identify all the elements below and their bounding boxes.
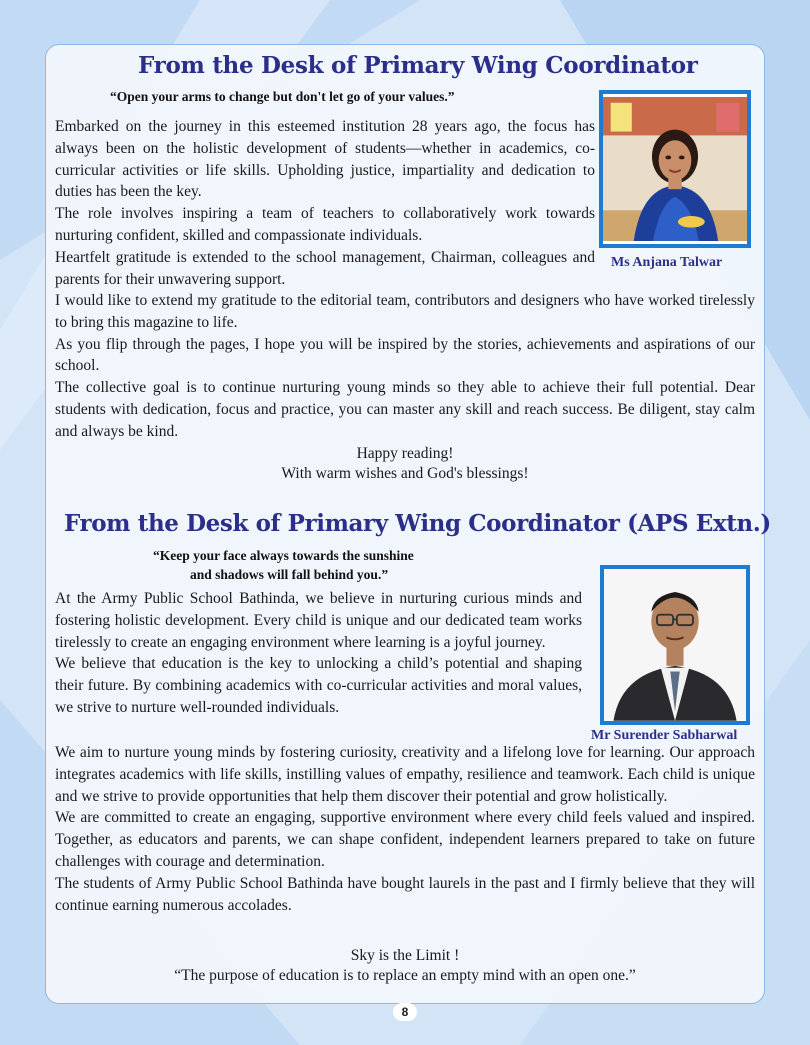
section2-closing-1: Sky is the Limit ! xyxy=(350,947,460,964)
paragraph: We aim to nurture young minds by fostering curiosity, creativity and a lifelong love for learning. Our approach integrates academics with life skills, instilling values of empathy, resilience and teamwork. Each child is unique and we strive to provide opportunities that help them discover their potential and grow holistically. xyxy=(55,744,755,805)
section1-caption: Ms Anjana Talwar xyxy=(611,255,723,270)
paragraph: We believe that education is the key to unlocking a child’s potential and shaping their future. By combining academics with co-curricular activities and moral values, we strive to nurture well-rounded individuals. xyxy=(55,655,582,716)
paragraph: Heartfelt gratitude is extended to the school management, Chairman, colleagues and parents for their unwavering support. xyxy=(55,248,595,288)
section2-text-narrow xyxy=(55,588,582,719)
paragraph: We are committed to create an engaging, supportive environment where every child feels valued and inspired. Together, as educators and parents, we can shape confident, independent learners prepared to take on future challenges with courage and determination. xyxy=(55,809,755,870)
section1-title: From the Desk of Primary Wing Coordinator xyxy=(138,52,698,79)
section2-quote-line-2: and shadows will fall behind you.” xyxy=(190,567,389,582)
portrait-man-icon xyxy=(604,569,746,721)
coordinator-photo-1 xyxy=(599,90,751,248)
section1-text-wide xyxy=(55,290,755,443)
section1-quote: “Open your arms to change but don't let go of your values.” xyxy=(110,89,455,104)
section2-text-wide xyxy=(55,742,755,916)
paragraph: I would like to extend my gratitude to the editorial team, contributors and designers who have worked tirelessly to bring this magazine to life. xyxy=(55,292,755,331)
section1-closing-2: With warm wishes and God's blessings! xyxy=(281,465,529,482)
section1-closing-1: Happy reading! xyxy=(356,445,454,462)
paragraph: At the Army Public School Bathinda, we believe in nurturing curious minds and fostering holistic development. Every child is unique and our dedicated team works tirelessly to create an engaging environment where learning is a joyful journey. xyxy=(55,590,582,651)
paragraph: The students of Army Public School Bathinda have bought laurels in the past and I firmly believe that they will continue earning numerous accolades. xyxy=(55,874,755,914)
paragraph: The collective goal is to continue nurturing young minds so they able to achieve their full potential. Dear students with dedication, focus and practice, you can master any skill and reach success. Be diligent, stay calm and always be kind. xyxy=(55,379,755,440)
page-number: 8 xyxy=(393,1003,417,1021)
coordinator-photo-2 xyxy=(600,565,750,725)
paragraph: The role involves inspiring a team of teachers to collaboratively work towards nurturing confident, skilled and compassionate individuals. xyxy=(55,205,595,244)
section2-caption: Mr Surender Sabharwal xyxy=(591,728,738,743)
section2-closing-2: “The purpose of education is to replace an empty mind with an open one.” xyxy=(174,967,636,984)
section1-text-narrow xyxy=(55,116,595,290)
section2-quote-line-1: “Keep your face always towards the sunshine xyxy=(153,548,414,563)
paragraph: As you flip through the pages, I hope you will be inspired by the stories, achievements and aspirations of our school. xyxy=(55,335,755,375)
paragraph: Embarked on the journey in this esteemed institution 28 years ago, the focus has always been on the holistic development of students—whether in academics, co-curricular activities or life skills. Upholding justice, impartiality and dedication to duties has been the key. xyxy=(55,118,595,201)
portrait-woman-icon xyxy=(603,94,747,244)
section2-title: From the Desk of Primary Wing Coordinator (APS Extn.) xyxy=(64,510,771,537)
